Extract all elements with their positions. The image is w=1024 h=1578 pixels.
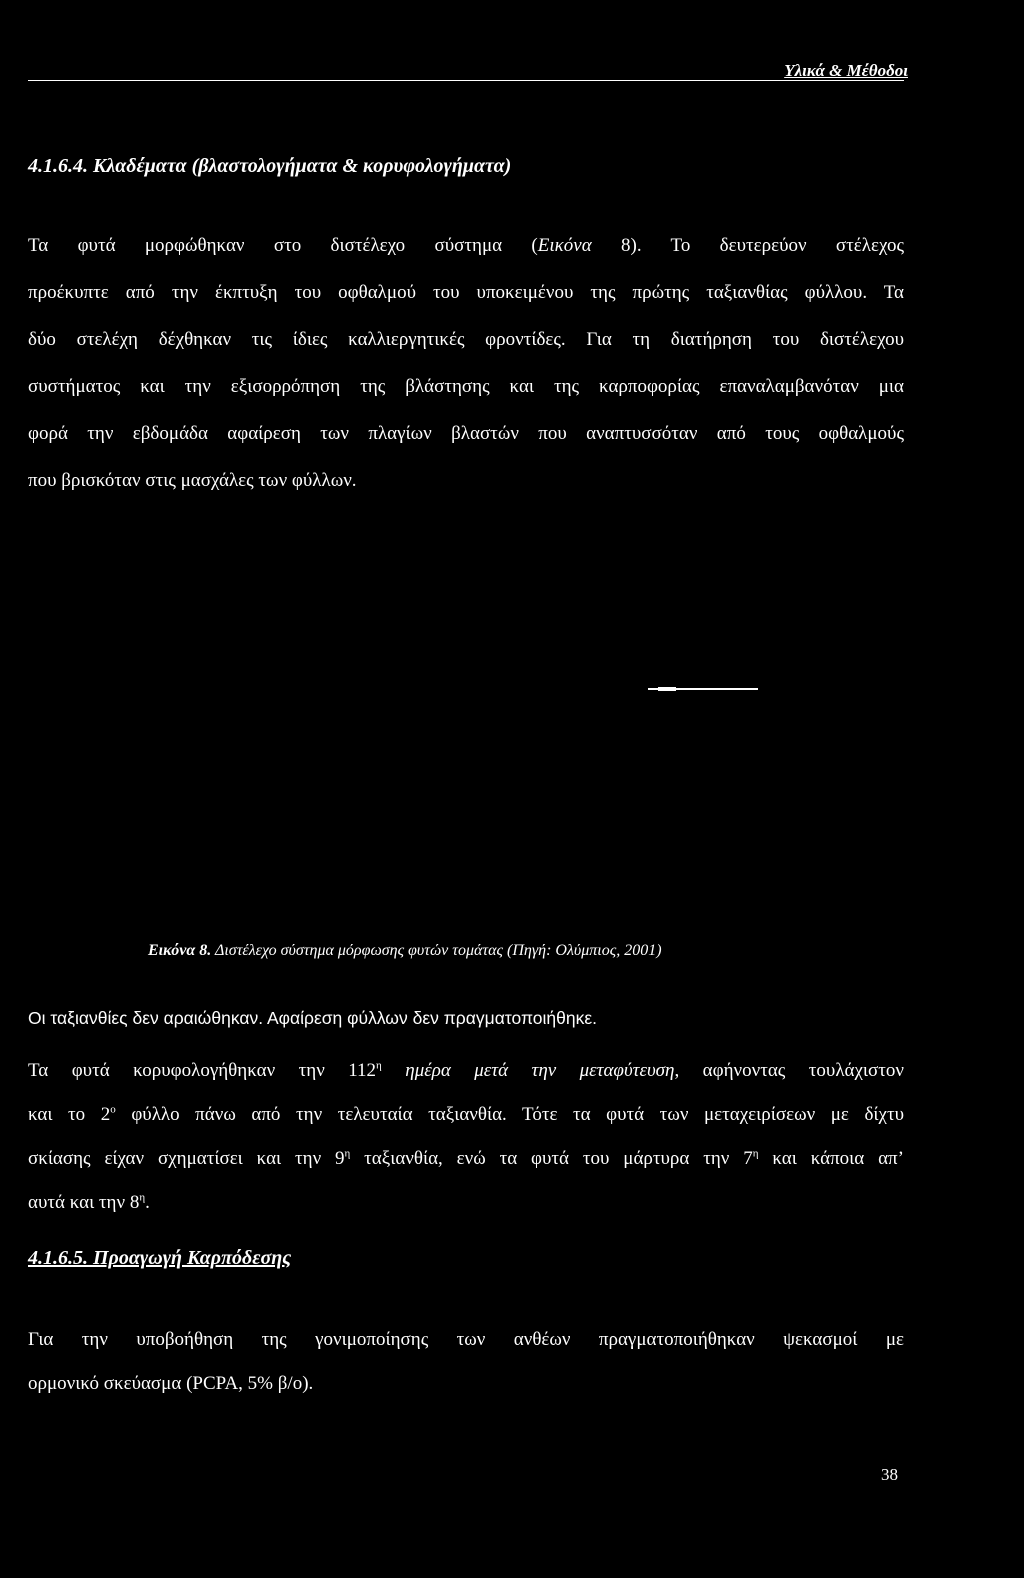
paragraph-line: που βρισκόταν στις μασχάλες των φύλλων. [28,470,357,491]
figure-artifact-mark [648,687,758,691]
running-head: Υλικά & Μέθοδοι [784,61,908,80]
figure-caption [148,942,662,960]
section-heading-pruning: 4.1.6.4. Κλαδέματα (βλαστολογήματα & κορυφολογήματα) [28,155,512,177]
inflorescence-note [28,996,904,1040]
figure-reference: Εικόνα [537,235,592,256]
paragraph-line: φορά την εβδομάδα αφαίρεση των πλαγίων βλαστών που αναπτυσσόταν από τους οφθαλμούς [28,423,904,444]
topping-paragraph [28,1049,904,1225]
fruit-set-paragraph [28,1318,904,1406]
header-rule [28,80,904,81]
paragraph-line: Για την υποβοήθηση της γονιμοποίησης των ανθέων πραγματοποιήθηκαν ψεκασμοί με [28,1329,904,1350]
paragraph-line: Τα φυτά μορφώθηκαν στο διστέλεχο σύστημα (Εικόνα 8). Το δευτερεύον στέλεχος [28,235,905,256]
paragraph-line: ορμονικό σκεύασμα (PCPA, 5% β/ο). [28,1373,314,1394]
page-number: 38 [881,1465,898,1484]
caption-text: Διστέλεχο σύστημα μόρφωσης φυτών τομάτας (Πηγή: Ολύμπιος, 2001) [211,942,662,959]
paragraph-line: δύο στελέχη δέχθηκαν τις ίδιες καλλιεργητικές φροντίδες. Για τη διατήρηση του διστέλεχου [28,329,904,350]
caption-label: Εικόνα 8. [148,942,212,959]
paragraph-line: Οι ταξιανθίες δεν αραιώθηκαν. Αφαίρεση φύλλων δεν πραγματοποιήθηκε. [28,1008,598,1028]
section-heading-fruit-set: 4.1.6.5. Προαγωγή Καρπόδεσης [28,1247,292,1269]
pruning-paragraph [28,222,904,504]
paragraph-line: σκίασης είχαν σχηματίσει και την $9^\eta$ ταξιανθία, ενώ τα φυτά του μάρτυρα την $7^\eta$ και κάποια απ’ [28,1147,904,1169]
paragraph-line: αυτά και την $8^\eta$. [28,1191,150,1213]
paragraph-line: Τα φυτά κορυφολογήθηκαν την $112^\eta$ ημέρα μετά την μεταφύτευση, αφήνοντας τουλάχιστον [28,1059,905,1081]
paragraph-line: προέκυπτε από την έκπτυξη του οφθαλμού του υποκειμένου της πρώτης ταξιανθίας φύλλου. Τα [28,282,904,303]
figure-image [60,500,960,920]
paragraph-line: και το $2^o$ φύλλο πάνω από την τελευταία ταξιανθία. Τότε τα φυτά των μεταχειρίσεων με δίχτυ [28,1103,905,1125]
paragraph-line: συστήματος και την εξισορρόπηση της βλάστησης και της καρποφορίας επαναλαμβανόταν μια [28,376,904,397]
